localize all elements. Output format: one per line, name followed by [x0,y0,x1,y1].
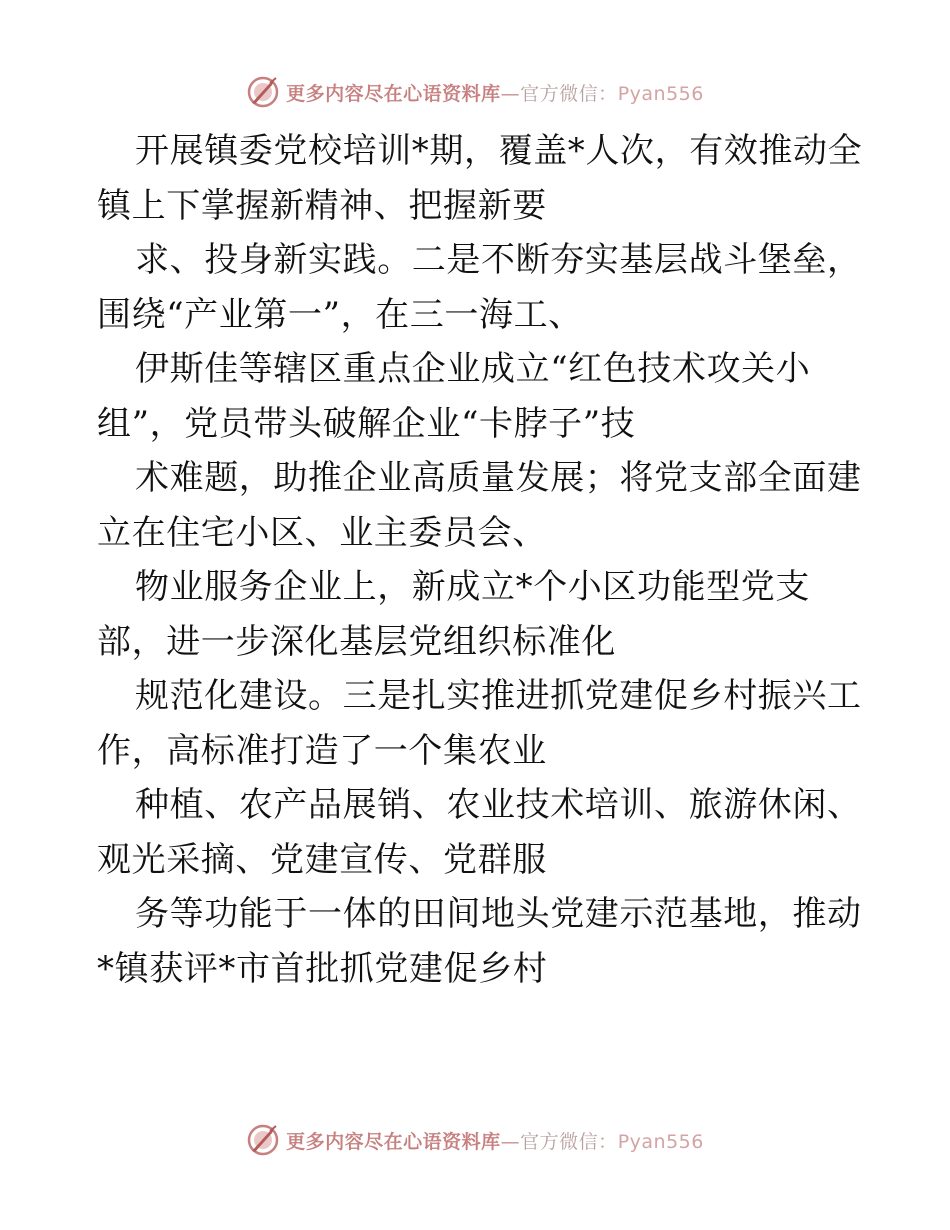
body-line: 务等功能于一体的田间地头党建示范基地，推动 [135,894,862,934]
watermark-wechat-id: Pyan556 [617,82,704,105]
body-line: 立在住宅小区、业主委员会、 [97,512,547,553]
watermark-text [286,79,704,106]
watermark-label: 官方微信： [520,82,618,105]
quill-pen-seal-icon [246,1123,280,1157]
body-line: 规范化建设。三是扎实推进抓党建促乡村振兴工 [135,676,862,716]
footer-watermark [0,1120,950,1160]
body-line: 伊斯佳等辖区重点企业成立“红色技术攻关小 [135,349,811,389]
watermark-text [286,1127,704,1154]
body-line: 开展镇委党校培训*期，覆盖*人次，有效推动全 [135,131,863,171]
body-line: 组”，党员带头破解企业“卡脖子”技 [97,403,636,444]
quill-pen-seal-icon [246,75,280,109]
body-line: 部，进一步深化基层党组织标准化 [97,621,616,662]
body-line: 镇上下掌握新精神、把握新要 [97,185,547,226]
watermark-brand: 更多内容尽在心语资料库 [286,1130,501,1153]
body-line: 作，高标准打造了一个集农业 [97,730,547,771]
document-body [97,124,863,996]
body-line: *镇获评*市首批抓党建促乡村 [97,948,548,989]
header-watermark [0,72,950,112]
body-line: 物业服务企业上，新成立*个小区功能型党支 [135,567,810,607]
body-line: 围绕“产业第一”，在三一海工、 [97,294,583,335]
watermark-dash: — [500,1130,521,1153]
body-line: 求、投身新实践。二是不断夯实基层战斗堡垒， [135,240,862,280]
watermark-label: 官方微信： [520,1130,618,1153]
watermark-wechat-id: Pyan556 [617,1130,704,1153]
watermark-brand: 更多内容尽在心语资料库 [286,82,501,105]
watermark-dash: — [500,82,521,105]
body-line: 术难题，助推企业高质量发展；将党支部全面建 [135,458,862,498]
body-line: 种植、农产品展销、农业技术培训、旅游休闲、 [135,785,862,825]
body-line: 观光采摘、党建宣传、党群服 [97,839,547,880]
